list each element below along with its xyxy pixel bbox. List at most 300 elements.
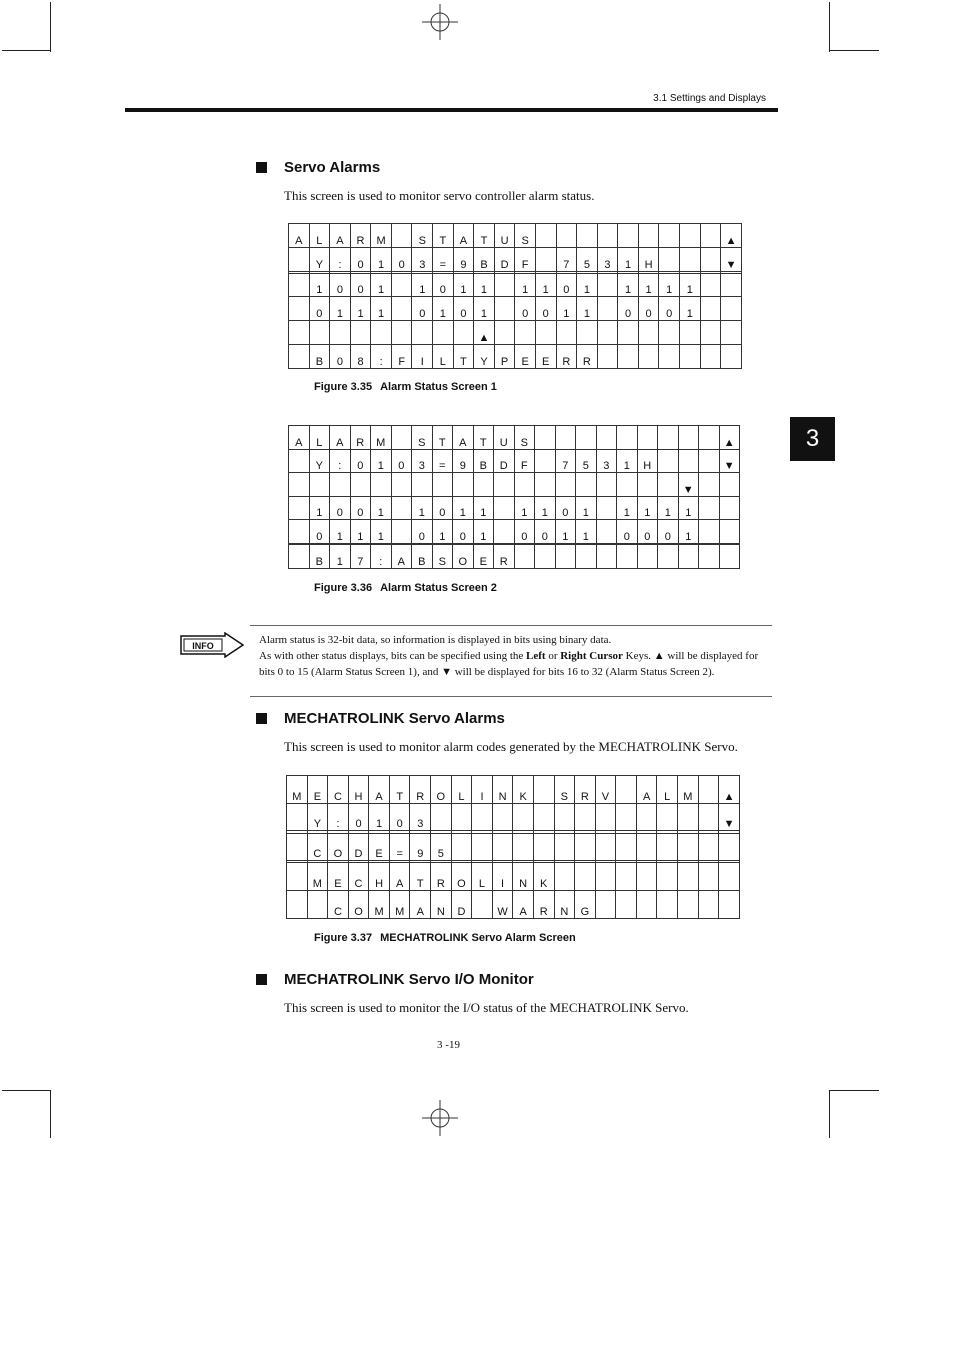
grid-cell: M <box>287 776 308 804</box>
section-intro: This screen is used to monitor the I/O status of the MECHATROLINK Servo. <box>284 1000 689 1015</box>
grid-cell: D <box>348 833 369 861</box>
grid-cell <box>287 803 308 831</box>
grid-cell <box>289 520 310 544</box>
grid-cell: 1 <box>474 297 495 321</box>
grid-cell <box>616 863 637 891</box>
grid-cell: ▼ <box>678 473 699 497</box>
grid-row <box>289 520 740 544</box>
grid-cell: S <box>412 426 433 450</box>
grid-cell <box>700 321 721 345</box>
grid-cell: 1 <box>576 496 597 520</box>
grid-cell <box>618 345 639 369</box>
grid-cell: F <box>514 449 535 473</box>
grid-cell: Y <box>474 345 495 369</box>
figure-number: Figure 3.37 <box>314 932 373 944</box>
grid-cell: L <box>309 426 330 450</box>
grid-cell: 1 <box>535 496 556 520</box>
grid-cell <box>677 863 698 891</box>
grid-cell: 3 <box>410 803 431 831</box>
grid-cell: 7 <box>556 247 577 271</box>
grid-cell <box>575 863 596 891</box>
grid-cell: S <box>554 776 575 804</box>
grid-cell <box>595 803 616 831</box>
grid-cell: A <box>453 426 474 450</box>
grid-cell <box>576 426 597 450</box>
grid-cell: 1 <box>350 520 371 544</box>
grid-cell <box>577 321 598 345</box>
grid-cell <box>514 473 535 497</box>
grid-cell <box>596 520 617 544</box>
grid-cell <box>699 426 720 450</box>
grid-cell: B <box>309 345 330 369</box>
grid-cell: 1 <box>617 496 638 520</box>
alarm-status-grid-1 <box>288 223 742 369</box>
grid-cell: H <box>637 449 658 473</box>
grid-cell: R <box>350 426 371 450</box>
grid-cell <box>617 545 638 569</box>
grid-cell <box>657 891 678 919</box>
grid-cell <box>391 520 412 544</box>
grid-cell <box>700 297 721 321</box>
grid-cell <box>453 473 474 497</box>
grid-cell: 1 <box>371 273 392 297</box>
grid-cell <box>371 473 392 497</box>
grid-cell: O <box>328 833 349 861</box>
grid-cell: K <box>533 863 554 891</box>
grid-cell <box>616 891 637 919</box>
grid-cell <box>391 273 412 297</box>
grid-cell <box>535 545 556 569</box>
grid-cell: 5 <box>577 247 598 271</box>
grid-cell <box>677 833 698 861</box>
grid-cell: 0 <box>389 803 410 831</box>
grid-cell <box>289 345 310 369</box>
grid-cell: 1 <box>453 273 474 297</box>
grid-cell: N <box>513 863 534 891</box>
grid-cell: V <box>595 776 616 804</box>
grid-cell: 1 <box>371 496 392 520</box>
grid-row <box>289 473 740 497</box>
grid-cell: 0 <box>514 520 535 544</box>
grid-cell: 0 <box>330 496 351 520</box>
grid-cell <box>637 473 658 497</box>
grid-cell: E <box>515 345 536 369</box>
grid-cell: A <box>330 426 351 450</box>
grid-cell <box>595 863 616 891</box>
grid-cell: O <box>451 863 472 891</box>
grid-cell: Y <box>309 449 330 473</box>
grid-cell <box>577 224 598 248</box>
grid-cell: 1 <box>453 496 474 520</box>
grid-cell <box>700 273 721 297</box>
grid-cell: 3 <box>412 449 433 473</box>
grid-cell <box>514 545 535 569</box>
grid-cell <box>555 545 576 569</box>
grid-cell: H <box>638 247 659 271</box>
section-title: Servo Alarms <box>284 159 381 176</box>
grid-cell <box>677 803 698 831</box>
grid-cell <box>391 426 412 450</box>
grid-cell: Y <box>309 247 330 271</box>
grid-cell <box>700 345 721 369</box>
grid-cell: 0 <box>637 520 658 544</box>
grid-cell: 1 <box>371 449 392 473</box>
grid-cell: B <box>309 545 330 569</box>
grid-cell: 5 <box>576 449 597 473</box>
down-arrow-icon: ▼ <box>441 666 452 678</box>
grid-cell: S <box>412 224 433 248</box>
grid-cell: 1 <box>309 273 330 297</box>
grid-cell <box>637 426 658 450</box>
grid-cell <box>535 321 556 345</box>
grid-cell: 1 <box>371 520 392 544</box>
grid-cell: : <box>371 545 392 569</box>
grid-cell <box>287 863 308 891</box>
grid-row <box>287 803 740 831</box>
grid-cell <box>719 545 740 569</box>
grid-cell: 1 <box>412 273 433 297</box>
grid-cell: 1 <box>617 449 638 473</box>
grid-cell: R <box>350 224 371 248</box>
grid-cell <box>698 833 719 861</box>
grid-cell <box>657 803 678 831</box>
grid-cell: A <box>636 776 657 804</box>
grid-cell <box>638 345 659 369</box>
chapter-tab: 3 <box>790 417 835 461</box>
grid-cell: M <box>307 863 328 891</box>
info-top-rule <box>250 625 772 626</box>
grid-cell <box>554 833 575 861</box>
info-line-2: As with other status displays, bits can be specified using the Left or Right Cursor Keys. ▲ will be displayed for bits 0 to 15 (Alarm Status Screen 1), and ▼ will be displayed for bits 16 to 32 (Alarm Status Screen 2). <box>259 650 759 678</box>
grid-cell <box>597 297 618 321</box>
grid-cell: 0 <box>391 247 412 271</box>
grid-cell: C <box>348 863 369 891</box>
grid-cell <box>535 247 556 271</box>
grid-cell: 1 <box>330 297 351 321</box>
grid-cell <box>698 803 719 831</box>
figure-caption <box>314 381 497 393</box>
grid-cell <box>535 449 556 473</box>
grid-cell: I <box>472 776 493 804</box>
grid-cell <box>719 833 740 861</box>
grid-cell <box>595 833 616 861</box>
grid-cell: T <box>433 224 454 248</box>
grid-cell: W <box>492 891 513 919</box>
grid-cell <box>636 891 657 919</box>
grid-cell: 1 <box>371 247 392 271</box>
grid-cell <box>719 891 740 919</box>
grid-cell: 0 <box>350 273 371 297</box>
grid-cell: = <box>433 247 454 271</box>
grid-cell <box>330 473 351 497</box>
grid-cell: 0 <box>330 273 351 297</box>
grid-cell: T <box>389 776 410 804</box>
grid-cell: 0 <box>350 496 371 520</box>
grid-cell: 3 <box>596 449 617 473</box>
grid-cell: = <box>389 833 410 861</box>
info-note <box>259 632 771 680</box>
grid-cell <box>698 891 719 919</box>
grid-cell: 0 <box>535 520 556 544</box>
grid-cell: 0 <box>309 297 330 321</box>
grid-cell: T <box>474 224 495 248</box>
grid-cell <box>719 863 740 891</box>
grid-row <box>289 449 740 473</box>
grid-cell: 0 <box>350 449 371 473</box>
grid-row <box>287 776 740 804</box>
info-line-1: Alarm status is 32-bit data, so information is displayed in bits using binary data. <box>259 634 612 646</box>
grid-cell: A <box>453 224 474 248</box>
square-bullet-icon <box>256 974 267 985</box>
grid-cell <box>719 520 740 544</box>
grid-cell: O <box>348 891 369 919</box>
grid-row <box>289 496 740 520</box>
grid-cell: ▲ <box>474 321 495 345</box>
grid-cell <box>309 473 330 497</box>
grid-cell <box>597 321 618 345</box>
grid-cell: A <box>289 224 310 248</box>
grid-cell: B <box>473 449 494 473</box>
grid-cell <box>616 833 637 861</box>
key-right-cursor: Right Cursor <box>560 650 623 662</box>
grid-cell <box>494 473 515 497</box>
grid-cell <box>287 891 308 919</box>
grid-cell: B <box>474 247 495 271</box>
running-head: 3.1 Settings and Displays <box>653 93 766 104</box>
grid-cell <box>289 473 310 497</box>
grid-cell: 0 <box>348 803 369 831</box>
grid-cell <box>617 473 638 497</box>
grid-cell: 1 <box>473 496 494 520</box>
grid-cell <box>638 321 659 345</box>
grid-cell: 1 <box>618 247 639 271</box>
grid-cell <box>533 803 554 831</box>
grid-cell: 1 <box>577 297 598 321</box>
grid-cell: 1 <box>514 496 535 520</box>
grid-cell <box>535 473 556 497</box>
grid-row <box>287 833 740 861</box>
grid-cell: 1 <box>474 273 495 297</box>
grid-cell: 1 <box>678 496 699 520</box>
grid-cell <box>307 891 328 919</box>
grid-cell <box>699 545 720 569</box>
grid-cell <box>453 321 474 345</box>
grid-cell: A <box>410 891 431 919</box>
grid-cell <box>556 224 577 248</box>
figure-number: Figure 3.36 <box>314 582 373 594</box>
grid-cell: A <box>389 863 410 891</box>
figure-caption <box>314 582 497 594</box>
grid-cell: E <box>328 863 349 891</box>
grid-cell: 1 <box>637 496 658 520</box>
grid-cell <box>618 321 639 345</box>
grid-cell: 9 <box>453 449 474 473</box>
grid-cell <box>596 426 617 450</box>
grid-cell: P <box>494 345 515 369</box>
grid-cell: 0 <box>618 297 639 321</box>
grid-cell <box>617 426 638 450</box>
grid-cell <box>658 473 679 497</box>
grid-cell: 1 <box>659 273 680 297</box>
grid-cell: 7 <box>555 449 576 473</box>
grid-cell <box>494 297 515 321</box>
grid-row <box>289 224 742 248</box>
registration-mark-icon <box>422 4 458 40</box>
grid-cell <box>289 297 310 321</box>
grid-cell <box>515 321 536 345</box>
grid-cell: M <box>371 224 392 248</box>
grid-cell <box>555 473 576 497</box>
grid-row <box>287 863 740 891</box>
grid-cell: ▲ <box>719 426 740 450</box>
grid-cell <box>556 321 577 345</box>
grid-cell: M <box>677 776 698 804</box>
grid-cell: A <box>369 776 390 804</box>
grid-cell <box>658 449 679 473</box>
grid-cell <box>596 545 617 569</box>
grid-cell <box>677 891 698 919</box>
grid-cell <box>451 833 472 861</box>
grid-cell: 0 <box>515 297 536 321</box>
grid-cell <box>721 345 742 369</box>
grid-cell: 1 <box>330 545 351 569</box>
grid-cell <box>679 345 700 369</box>
info-bottom-rule <box>250 696 772 697</box>
square-bullet-icon <box>256 713 267 724</box>
grid-cell: 1 <box>309 496 330 520</box>
grid-cell: ▼ <box>719 803 740 831</box>
grid-cell <box>535 224 556 248</box>
grid-cell: N <box>554 891 575 919</box>
grid-cell: ▲ <box>719 776 740 804</box>
grid-cell <box>472 891 493 919</box>
grid-cell <box>533 833 554 861</box>
grid-row <box>289 297 742 321</box>
grid-cell <box>473 473 494 497</box>
grid-cell: 0 <box>309 520 330 544</box>
page-number: 3 -19 <box>437 1039 460 1051</box>
grid-cell: 0 <box>638 297 659 321</box>
grid-cell: ▼ <box>721 247 742 271</box>
grid-cell <box>679 247 700 271</box>
grid-cell <box>637 545 658 569</box>
grid-cell <box>412 473 433 497</box>
grid-cell <box>391 473 412 497</box>
grid-cell: 1 <box>412 496 433 520</box>
grid-cell <box>657 863 678 891</box>
grid-cell <box>472 833 493 861</box>
grid-cell <box>287 833 308 861</box>
grid-cell: 1 <box>576 520 597 544</box>
grid-cell: : <box>371 345 392 369</box>
grid-cell <box>616 803 637 831</box>
svg-text:INFO: INFO <box>192 641 214 651</box>
grid-cell: 5 <box>431 833 452 861</box>
grid-cell: E <box>369 833 390 861</box>
mechatrolink-alarm-grid <box>286 775 740 919</box>
grid-cell: 0 <box>433 273 454 297</box>
grid-cell <box>658 426 679 450</box>
grid-cell <box>494 273 515 297</box>
grid-row <box>289 321 742 345</box>
grid-cell: T <box>432 426 453 450</box>
grid-cell: 3 <box>597 247 618 271</box>
grid-cell <box>678 449 699 473</box>
grid-cell <box>451 803 472 831</box>
grid-cell <box>636 803 657 831</box>
grid-cell: F <box>515 247 536 271</box>
grid-cell: 8 <box>350 345 371 369</box>
grid-cell <box>678 426 699 450</box>
grid-cell: 0 <box>432 496 453 520</box>
grid-cell: B <box>412 545 433 569</box>
grid-cell: S <box>432 545 453 569</box>
grid-cell: : <box>328 803 349 831</box>
grid-cell: 1 <box>679 297 700 321</box>
grid-cell <box>719 496 740 520</box>
grid-row <box>289 426 740 450</box>
grid-cell <box>391 496 412 520</box>
grid-cell: 0 <box>658 520 679 544</box>
grid-cell: G <box>575 891 596 919</box>
grid-cell <box>638 224 659 248</box>
grid-row <box>289 345 742 369</box>
grid-cell: D <box>451 891 472 919</box>
grid-cell <box>679 224 700 248</box>
grid-cell <box>289 545 310 569</box>
grid-cell <box>597 224 618 248</box>
grid-cell: E <box>473 545 494 569</box>
grid-cell: 1 <box>330 520 351 544</box>
grid-cell: N <box>492 776 513 804</box>
grid-cell <box>289 449 310 473</box>
grid-cell: L <box>309 224 330 248</box>
grid-cell: S <box>515 224 536 248</box>
grid-cell: ▼ <box>719 449 740 473</box>
grid-cell: 0 <box>453 297 474 321</box>
grid-cell: S <box>514 426 535 450</box>
grid-cell <box>699 449 720 473</box>
grid-cell: 1 <box>433 297 454 321</box>
grid-cell <box>699 496 720 520</box>
grid-cell: E <box>307 776 328 804</box>
grid-cell <box>616 776 637 804</box>
grid-cell <box>555 426 576 450</box>
grid-cell: 7 <box>350 545 371 569</box>
grid-cell <box>698 863 719 891</box>
grid-cell: C <box>307 833 328 861</box>
figure-title: Alarm Status Screen 2 <box>380 582 497 594</box>
grid-cell <box>289 321 310 345</box>
grid-cell <box>309 321 330 345</box>
grid-cell: D <box>494 449 515 473</box>
grid-cell <box>575 803 596 831</box>
grid-cell: 1 <box>577 273 598 297</box>
grid-cell: T <box>410 863 431 891</box>
grid-cell: R <box>410 776 431 804</box>
grid-cell: 0 <box>535 297 556 321</box>
grid-cell <box>721 297 742 321</box>
grid-cell: ▲ <box>721 224 742 248</box>
grid-cell: Y <box>307 803 328 831</box>
grid-cell <box>659 247 680 271</box>
registration-mark-icon <box>422 1100 458 1136</box>
grid-row <box>287 891 740 919</box>
grid-cell: 0 <box>453 520 474 544</box>
grid-cell: 0 <box>330 345 351 369</box>
grid-cell <box>576 473 597 497</box>
grid-cell <box>494 321 515 345</box>
